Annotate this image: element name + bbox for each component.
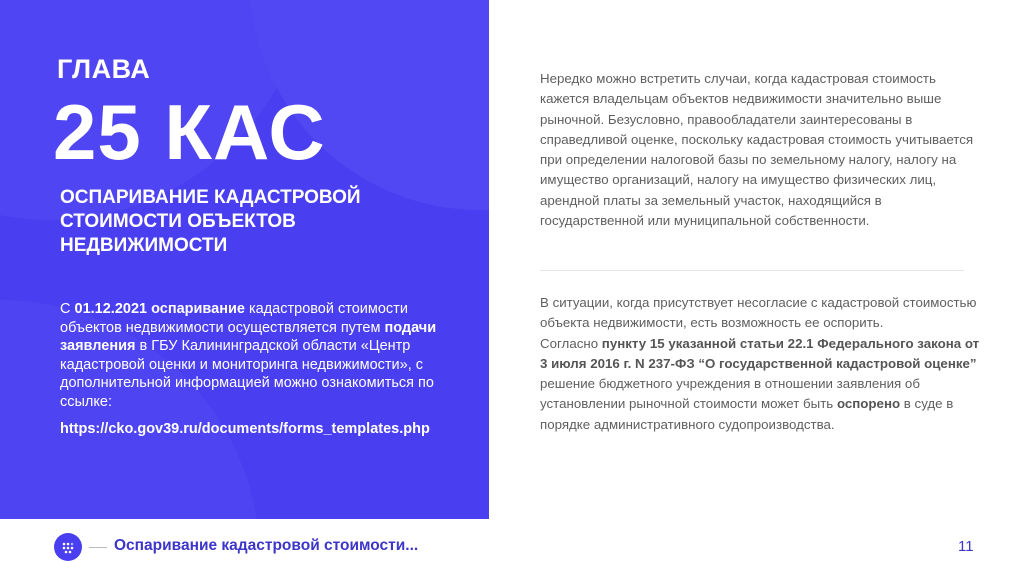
intro-bold-term: подачи заявления	[60, 319, 437, 354]
footer-divider	[89, 547, 107, 548]
paragraph-cadastral-value: Нередко можно встретить случаи, когда кадастровая стоимость кажется владельцам объектов недвижимости значительно выше рыночной. Безусловно, правообладатели заинтересованы в справедливой оценке, поскольку кадастровая стоимость учитывается при определении налоговой базы по земельному налогу, налогу на имущество организаций, налогу на имущество физических лиц, арендной платы за земельный участок, находящийся в государственной или муниципальной собственности.	[540, 71, 974, 229]
intro-bold-term: оспаривание	[151, 301, 245, 317]
bold-term: оспорено	[836, 396, 901, 412]
intro-text-part: в ГБУ Калининградской области «Центр кадастровой оценки и мониторинга недвижимости», с дополнительной информацией можно ознакомиться по ссылке:	[60, 338, 434, 410]
law-reference: пункту 15 указанной статьи 22.1 Федерального закона от 3 июля 2016 г. N 237-ФЗ “О государственной кадастровой оценке”	[540, 335, 980, 371]
paragraph-text-part: решение бюджетного учреждения в отношении заявления об установлении рыночной стоимости может быть	[540, 376, 920, 412]
paragraph-dispute	[540, 293, 980, 435]
dots-logo-icon	[54, 533, 82, 561]
intro-date: 01.12.2021	[74, 301, 148, 317]
intro-text-part: С	[60, 301, 75, 317]
page-number: 11	[958, 538, 974, 555]
forms-templates-link[interactable]: https://cko.gov39.ru/documents/forms_templates.php	[60, 421, 430, 437]
paragraph-text-part: Согласно	[540, 335, 602, 351]
left-panel	[0, 0, 489, 519]
divider	[540, 270, 964, 271]
intro-text	[60, 300, 460, 411]
paragraph-text-part: в суде в порядке административного судопроизводства.	[540, 396, 954, 432]
chapter-number: 25 КАС	[53, 88, 326, 176]
chapter-label: ГЛАВА	[57, 54, 151, 84]
paragraph-text-part: В ситуации, когда присутствует несогласие с кадастровой стоимостью объекта недвижимости, есть возможность ее оспорить.	[540, 295, 977, 331]
intro-text-part: кадастровой стоимости объектов недвижимости осуществляется путем	[60, 301, 408, 336]
section-title: ОСПАРИВАНИЕ КАДАСТРОВОЙ СТОИМОСТИ ОБЪЕКТОВ НЕДВИЖИМОСТИ	[60, 187, 361, 256]
footer-title: Оспаривание кадастровой стоимости...	[114, 537, 419, 554]
